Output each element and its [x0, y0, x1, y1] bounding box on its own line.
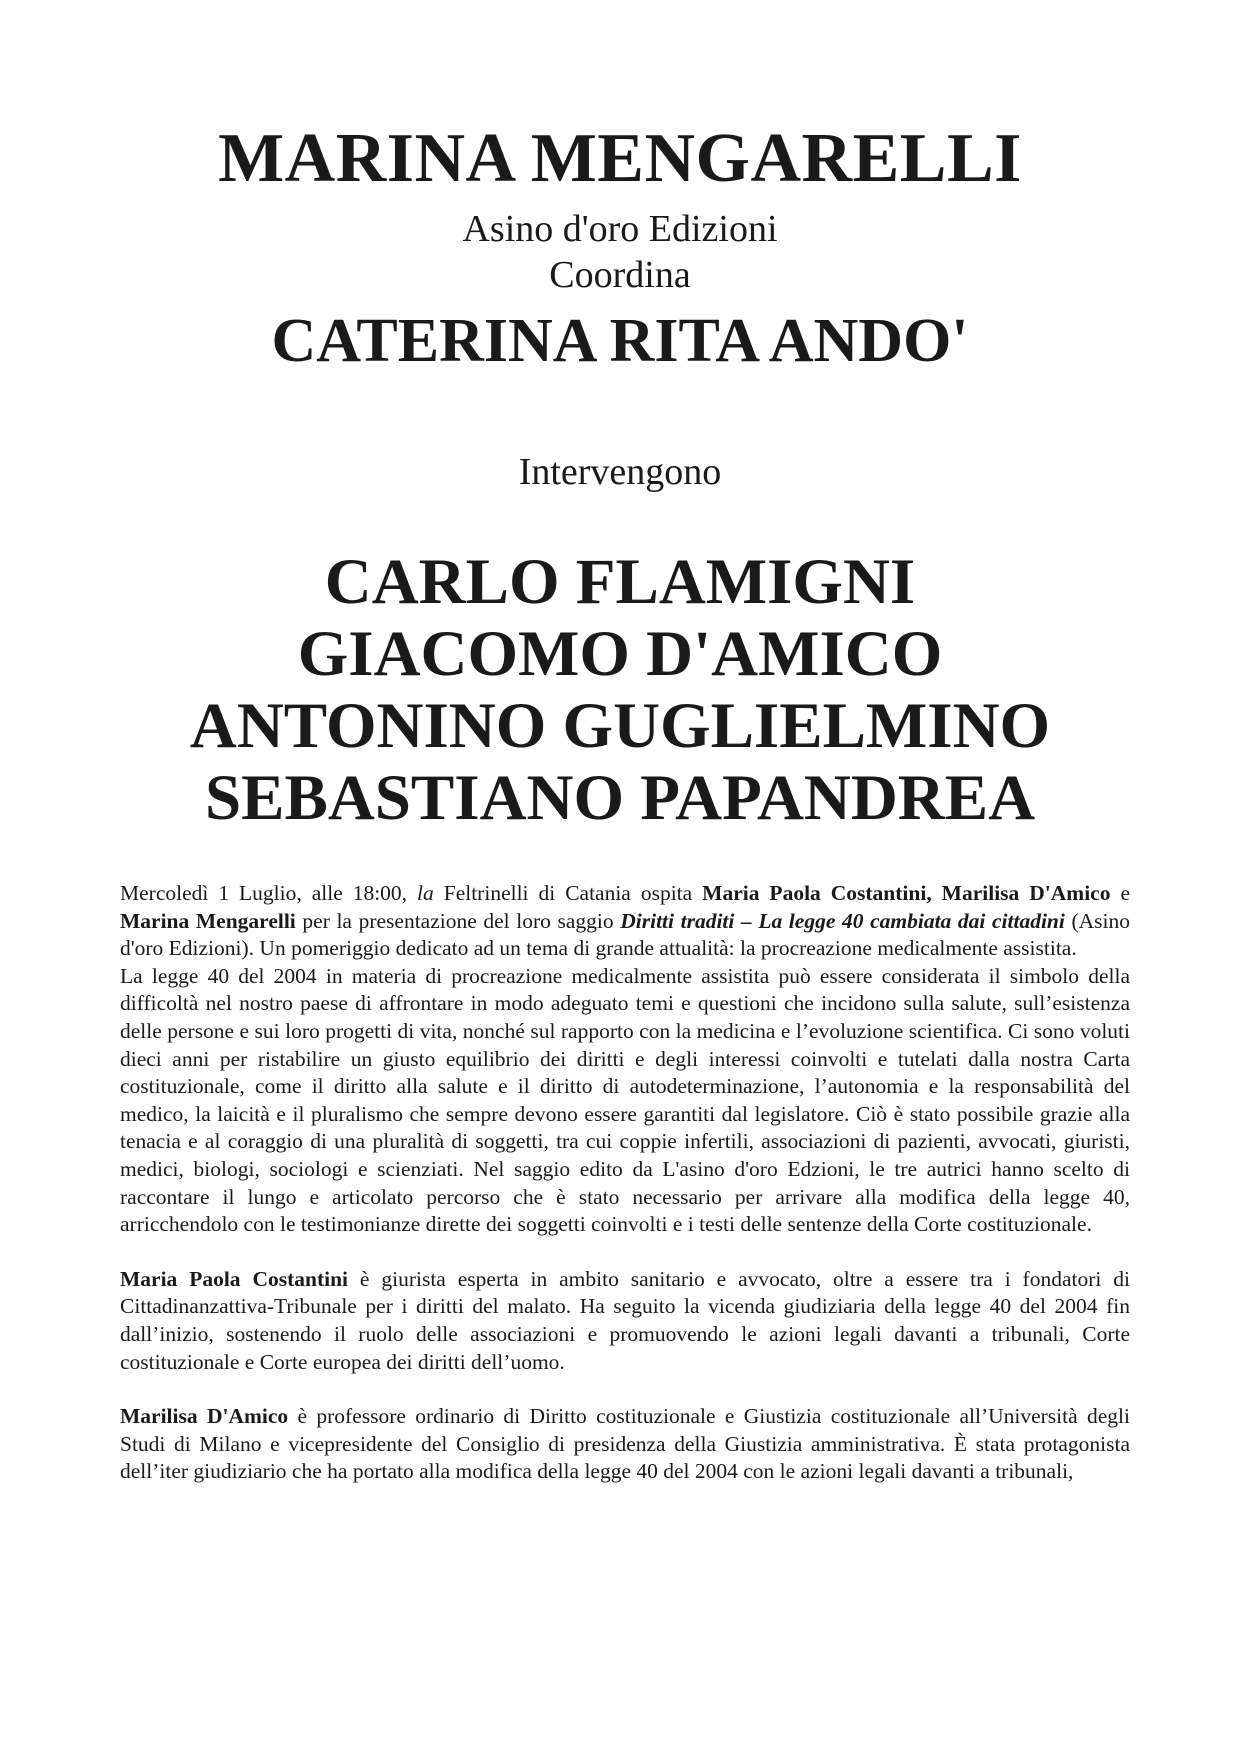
coordinator-label: Coordina	[549, 254, 691, 296]
coordinator-name: CATERINA RITA ANDO'	[271, 307, 969, 375]
speakers-label: Intervengono	[518, 451, 722, 493]
speaker-name: GIACOMO D'AMICO	[297, 618, 943, 690]
description-paragraph: La legge 40 del 2004 in materia di procreazione medicalmente assistita può essere considerata il simbolo della difficoltà nel nostro paese di affrontare in modo adeguato temi e questioni che incidono sulla salute, sull’esistenza delle persone e sui loro progetti di vita, nonché sul rapporto con la medicina e l’evoluzione scientifica. Ci sono voluti dieci anni per ristabilire un giusto equilibrio dei diritti e degli interessi coinvolti e tutelati dalla nostra Carta costituzionale, come il diritto alla salute e il diritto di autodeterminazione, l’autonomia e la responsabilità del medico, la laicità e il pluralismo che sempre devono essere garantiti dal legislatore. Ciò è stato possibile grazie alla tenacia e al coraggio di una pluralità di soggetti, tra cui coppie infertili, associazioni di pazienti, avvocati, giuristi, medici, biologi, sociologi e scienziati. Nel saggio edito da L'asino d'oro Edzioni, le tre autrici hanno scelto di raccontare il lungo e articolato percorso che è stato necessario per arrivare alla modifica della legge 40, arricchendolo con le testimonianze dirette dei soggetti coinvolti e i testi delle sentenze della Corte costituzionale.	[120, 963, 1130, 1237]
bio-damico: Marilisa D'Amico è professore ordinario di Diritto costituzionale e Giustizia costituzionale all’Università degli Studi di Milano e vicepresidente del Consiglio di presidenza della Giustizia amministrativa. È stata protagonista dell’iter giudiziario che ha portato alla modifica della legge 40 del 2004 con le azioni legali davanti a tribunali,	[120, 1404, 1130, 1484]
book-title: Diritti traditi – La legge 40 cambiata dai cittadini	[620, 908, 1065, 933]
publisher-line: Asino d'oro Edizioni	[462, 208, 778, 250]
speaker-name: SEBASTIANO PAPANDREA	[204, 762, 1036, 834]
intro-paragraph: Mercoledì 1 Luglio, alle 18:00, la Feltrinelli di Catania ospita Maria Paola Costantini, Marilisa D'Amico e Marina Mengarelli per la presentazione del loro saggio Diritti traditi – La legge 40 cambiata dai cittadini (Asino d'oro Edizioni). Un pomeriggio dedicato ad un tema di grande attualità: la procreazione medicalmente assistita.	[120, 881, 1130, 961]
speaker-name: ANTONINO GUGLIELMINO	[189, 690, 1051, 762]
speaker-name: CARLO FLAMIGNI	[324, 546, 916, 618]
speakers-list	[0, 546, 1240, 834]
author-title: MARINA MENGARELLI	[218, 120, 1022, 197]
bio-costantini: Maria Paola Costantini è giurista esperta in ambito sanitario e avvocato, oltre a essere tra i fondatori di Cittadinanzattiva-Tribunale per i diritti del malato. Ha seguito la vicenda giudiziaria della legge 40 del 2004 fin dall’inizio, sostenendo il ruolo delle associazioni e promuovendo le azioni legali davanti a tribunali, Corte costituzionale e Corte europea dei diritti dell’uomo.	[120, 1266, 1130, 1374]
body-text	[120, 880, 1130, 1486]
